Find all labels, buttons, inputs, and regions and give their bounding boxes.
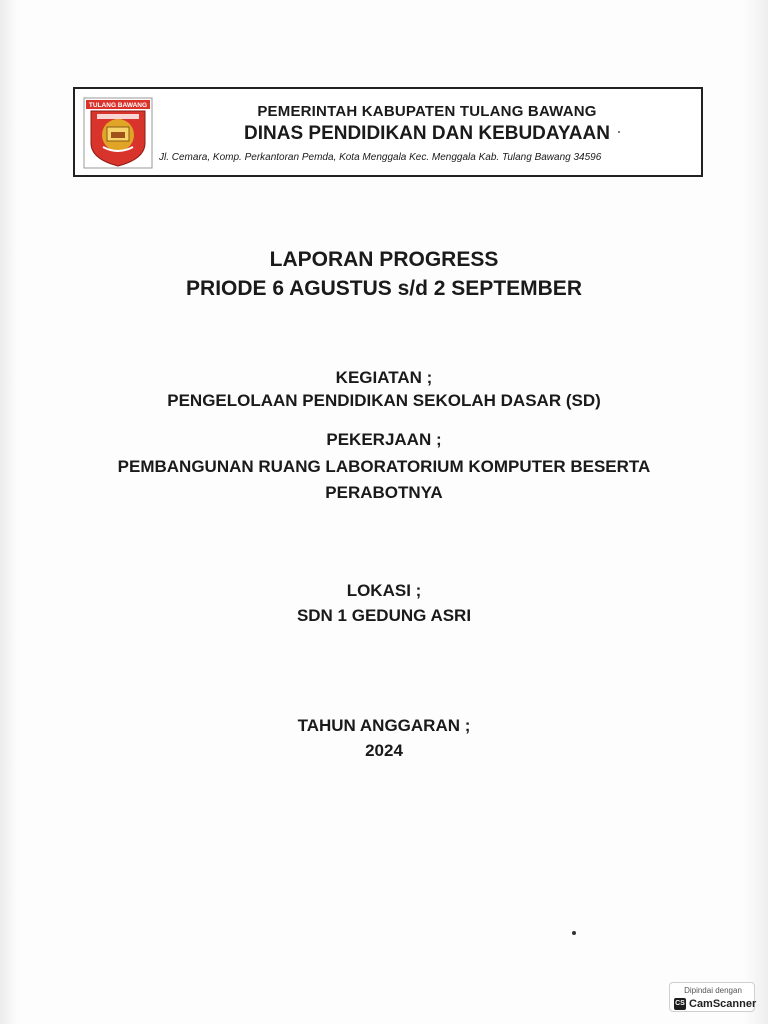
letterhead (73, 87, 703, 177)
report-title: LAPORAN PROGRESS (269, 248, 499, 271)
pekerjaan-value-line1: PEMBANGUNAN RUANG LABORATORIUM KOMPUTER BESERTA (117, 457, 651, 476)
kegiatan-label: KEGIATAN ; (335, 368, 433, 387)
logo-text: TULANG BAWANG (88, 102, 148, 109)
camscanner-badge (669, 982, 755, 1012)
scan-speck (618, 131, 620, 133)
camscanner-name: CamScanner (689, 997, 757, 1010)
letterhead-line-government: PEMERINTAH KABUPATEN TULANG BAWANG (257, 103, 597, 120)
tahun-anggaran-value: 2024 (365, 741, 403, 760)
report-period: PRIODE 6 AGUSTUS s/d 2 SEPTEMBER (186, 277, 582, 300)
letterhead-text (157, 103, 697, 163)
letterhead-line-agency: DINAS PENDIDIKAN DAN KEBUDAYAAN (244, 123, 610, 144)
pekerjaan-value-line2: PERABOTNYA (325, 483, 443, 502)
scan-shadow-right (744, 0, 768, 1024)
lokasi-label: LOKASI ; (346, 581, 422, 600)
camscanner-brand (674, 997, 756, 1010)
tahun-anggaran-label: TAHUN ANGGARAN ; (297, 716, 471, 735)
lokasi-value: SDN 1 GEDUNG ASRI (296, 606, 472, 625)
pekerjaan-label: PEKERJAAN ; (326, 430, 442, 449)
camscanner-caption: Dipindai dengan (684, 986, 742, 995)
camscanner-icon: CS (674, 998, 686, 1010)
letterhead-address: Jl. Cemara, Komp. Perkantoran Pemda, Kota Menggala Kec. Menggala Kab. Tulang Bawang 34596 (159, 152, 602, 163)
scan-shadow-left (0, 0, 18, 1024)
kegiatan-value: PENGELOLAAN PENDIDIKAN SEKOLAH DASAR (SD) (167, 391, 601, 410)
scan-speck (572, 931, 576, 935)
tulang-bawang-logo-icon (83, 97, 153, 169)
